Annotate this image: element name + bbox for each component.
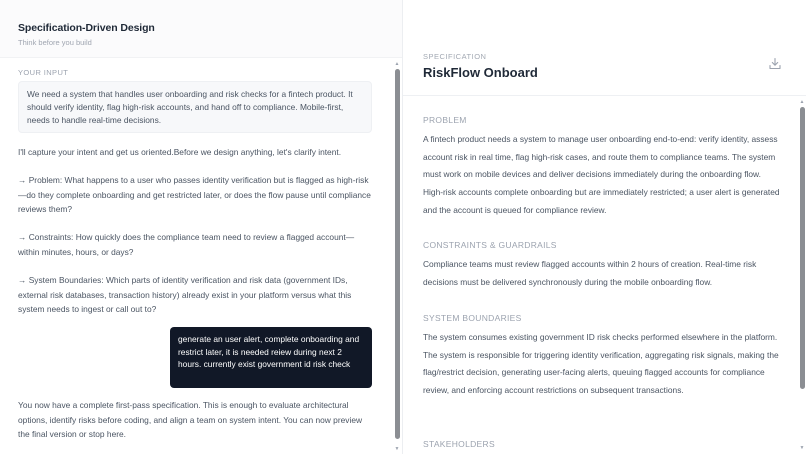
- your-input-label: YOUR INPUT: [18, 68, 69, 77]
- section-heading-problem: PROBLEM: [423, 115, 467, 125]
- app-header: [0, 0, 402, 58]
- app-title: Specification-Driven Design: [18, 22, 155, 34]
- scroll-down-arrow-icon[interactable]: ▼: [394, 446, 400, 452]
- section-body-constraints: Compliance teams must review flagged accounts within 2 hours of creation. Real-time risk decisions must be delivered synchronously during the mobile onboarding flow.: [423, 259, 757, 287]
- download-button[interactable]: [767, 56, 783, 72]
- assistant-message: I'll capture your intent and get us oriented.Before we design anything, let's clarify intent.: [18, 147, 342, 157]
- section-heading-system-boundaries: SYSTEM BOUNDARIES: [423, 313, 522, 323]
- spec-scrollbar[interactable]: [799, 97, 805, 454]
- scroll-up-arrow-icon[interactable]: ▲: [394, 61, 400, 67]
- app-subtitle: Think before you build: [18, 38, 92, 47]
- spec-label: SPECIFICATION: [423, 52, 487, 61]
- assistant-message-constraints: → Constraints: How quickly does the compliance team need to review a flagged account—within minutes, hours, or days?: [18, 232, 355, 257]
- spec-header: [403, 0, 806, 96]
- assistant-message-problem: → Problem: What happens to a user who passes identity verification but is flagged as high-risk—do they complete onboarding and get restricted later, or does the flow pause until compliance reviews them?: [18, 175, 371, 214]
- scroll-up-arrow-icon[interactable]: ▲: [799, 99, 805, 105]
- assistant-message-summary: You now have a complete first-pass specification. This is enough to evaluate architectural options, identify risks before coding, and align a team on system intent. You can now preview the final version or stop here.: [18, 400, 363, 439]
- spec-scroll-area[interactable]: [403, 97, 806, 454]
- section-heading-stakeholders: STAKEHOLDERS: [423, 439, 495, 449]
- specification-panel: [403, 0, 806, 454]
- spec-title: RiskFlow Onboard: [423, 65, 538, 80]
- assistant-message-boundaries: → System Boundaries: Which parts of identity verification and risk data (government IDs, external risk databases, transaction history) already exist in your platform versus what this system needs to ingest or call out to?: [18, 275, 352, 314]
- spec-scroll-thumb[interactable]: [800, 107, 805, 389]
- section-heading-constraints: CONSTRAINTS & GUARDRAILS: [423, 240, 557, 250]
- chat-scroll-thumb[interactable]: [395, 69, 400, 439]
- user-message-bubble: generate an user alert, complete onboarding and restrict later, it is needed reiew during next 2 hours. currently exist government id risk check: [170, 327, 372, 388]
- section-body-problem: A fintech product needs a system to manage user onboarding end-to-end: verify identity, assess account risk in real time, flag high-risk cases, and route them to compliance teams. The system must work on mobile devices and deliver decisions immediately during the onboarding flow. High-risk accounts complete onboarding but are immediately restricted; a user alert is generated and the account is queued for compliance review.: [423, 134, 780, 215]
- chat-scrollbar[interactable]: [394, 59, 400, 454]
- section-body-system-boundaries: The system consumes existing government ID risk checks performed elsewhere in the platform. The system is responsible for triggering identity verification, aggregating risk signals, making the flag/restrict decision, generating user-facing alerts, queuing flagged accounts for compliance review, and enforcing account restrictions on subsequent transactions.: [423, 332, 779, 396]
- user-input-box: We need a system that handles user onboarding and risk checks for a fintech product. It should verify identity, flag high-risk accounts, and hand off to compliance. Mobile-first, needs to handle real-time decisions.: [18, 81, 372, 133]
- scroll-down-arrow-icon[interactable]: ▼: [799, 445, 805, 451]
- download-icon: [767, 56, 783, 72]
- chat-scroll-area[interactable]: [0, 59, 402, 454]
